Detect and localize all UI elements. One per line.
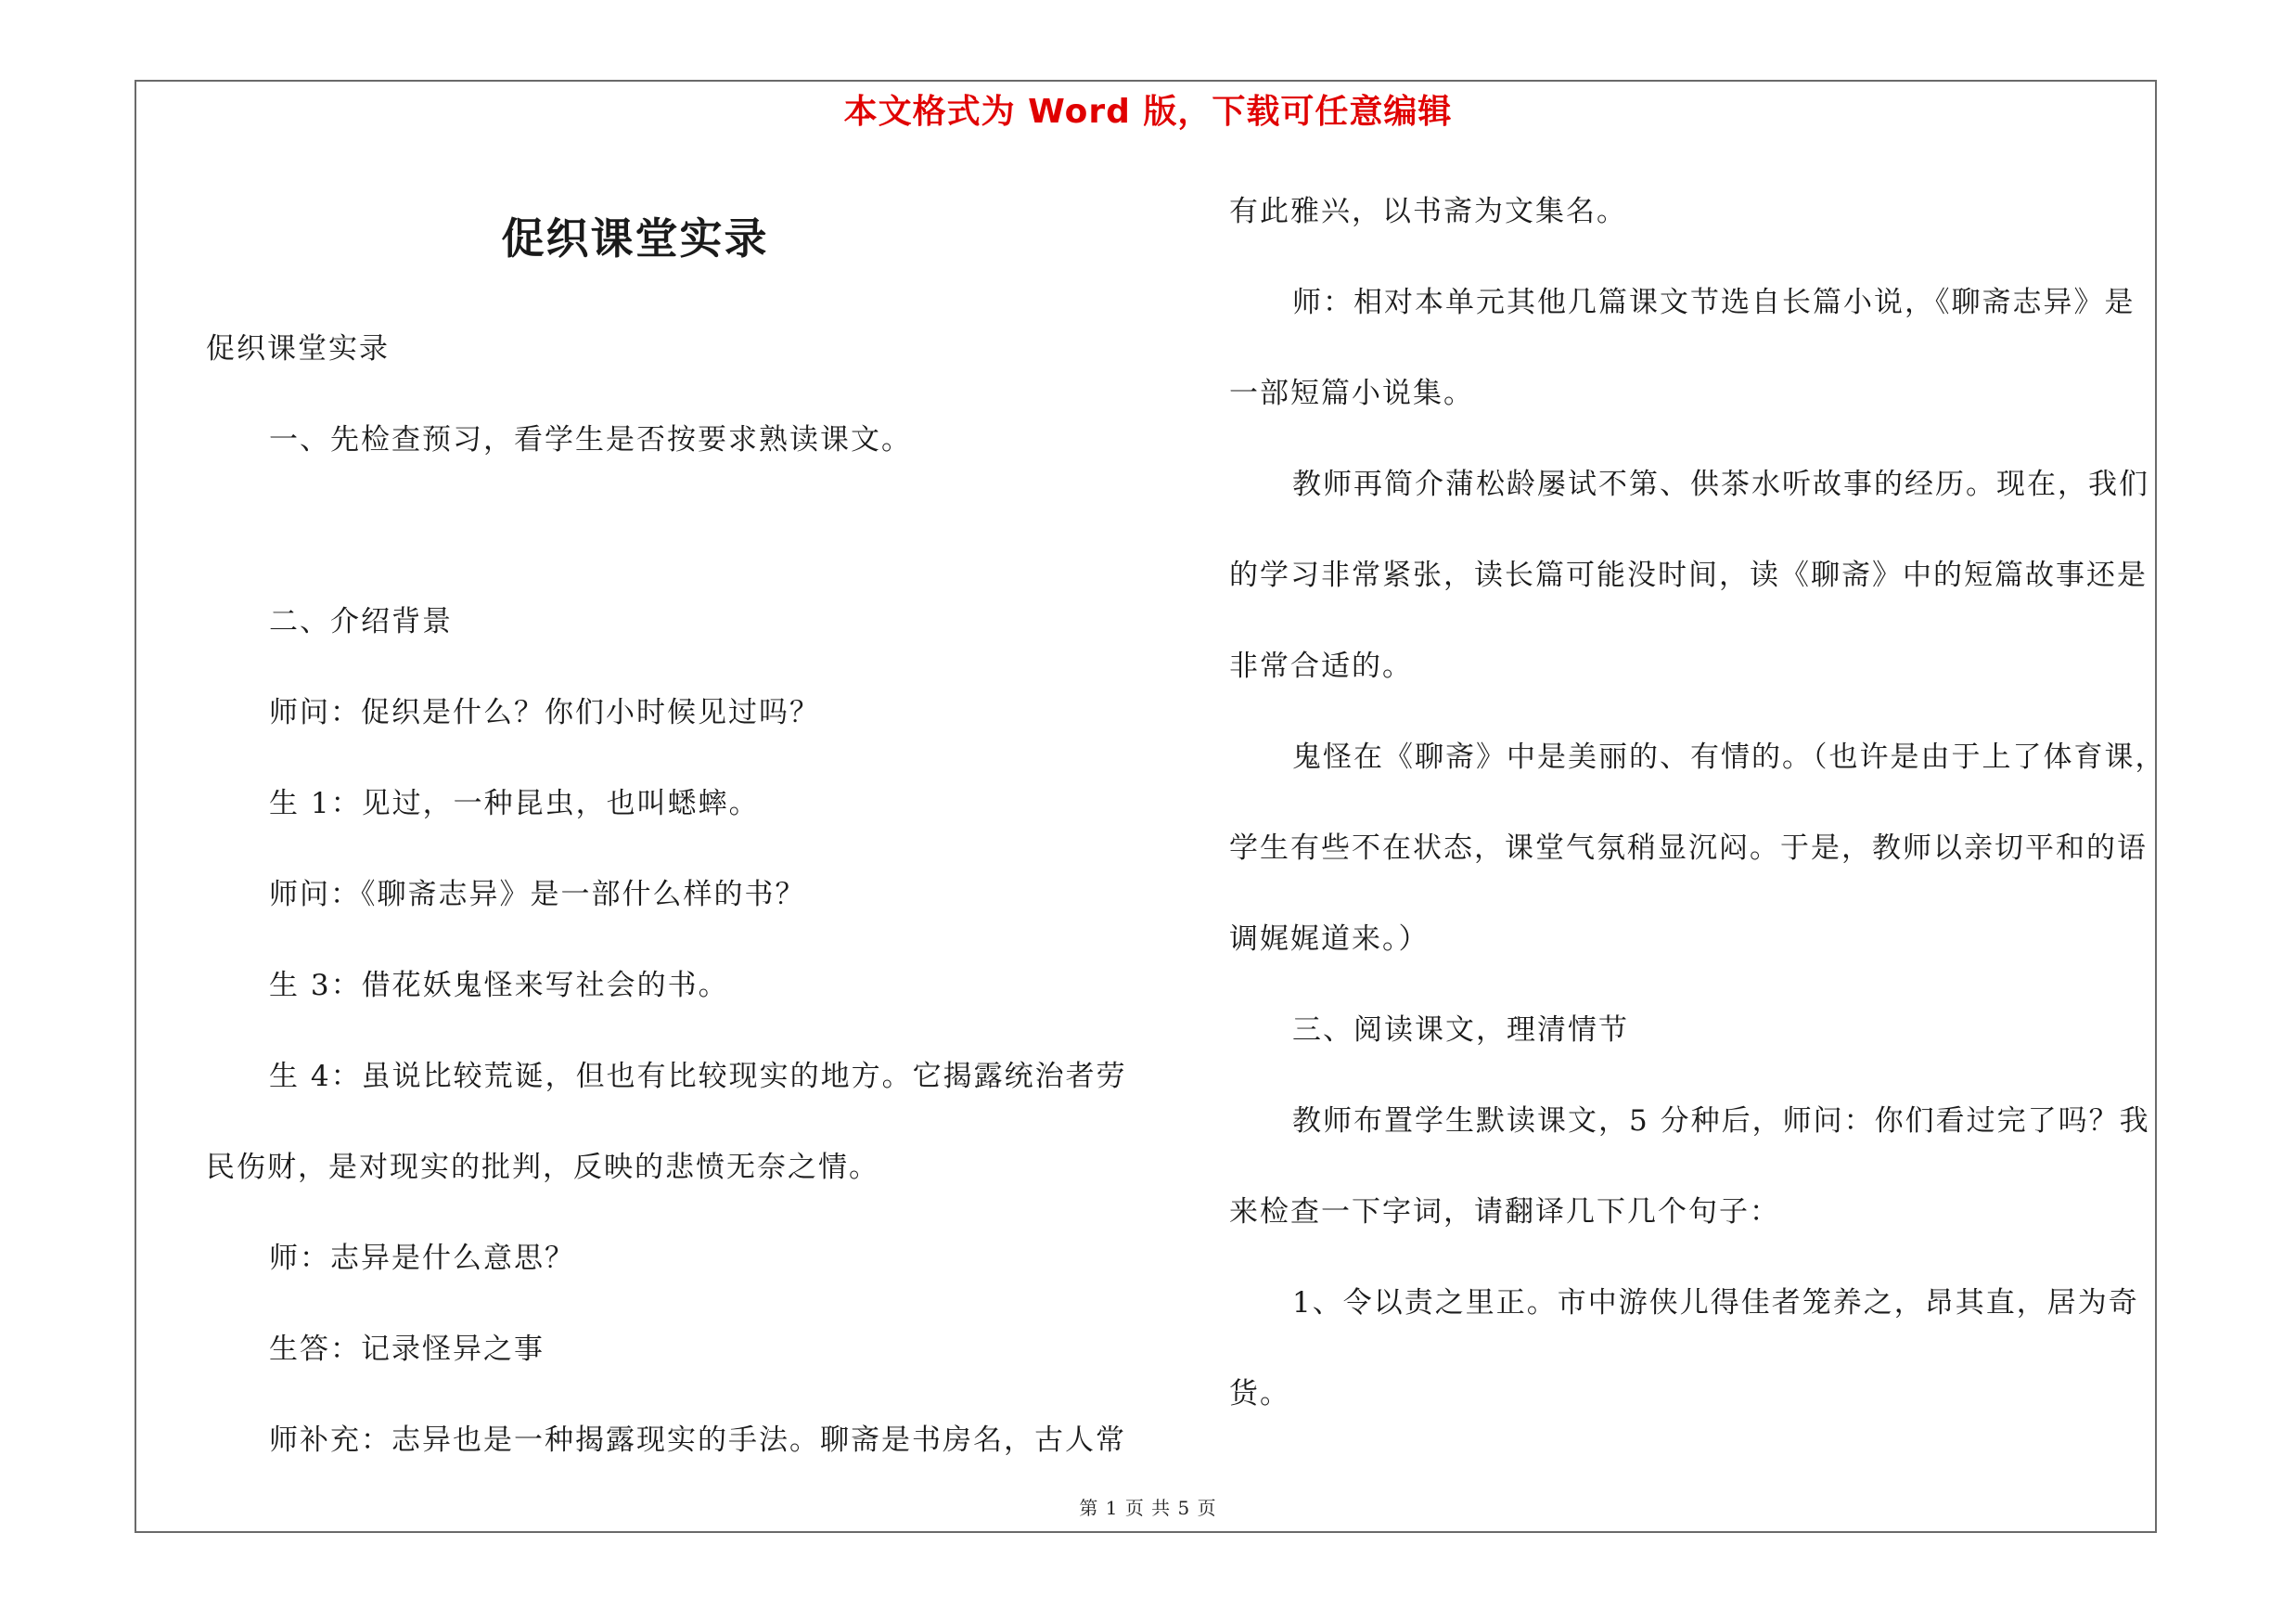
paragraph-line: 的学习非常紧张，读长篇可能没时间，读《聊斋》中的短篇故事还是 <box>1229 559 2148 592</box>
paragraph-line: 调娓娓道来。） <box>1229 922 1430 956</box>
paragraph-line: 教师布置学生默读课文，5 分种后，师问：你们看过完了吗？我 <box>1292 1104 2150 1138</box>
word-format-banner: 本文格式为 Word 版，下载可任意编辑 <box>843 93 1453 131</box>
paragraph-line: 生 1：见过，一种昆虫，也叫蟋蟀。 <box>269 787 760 820</box>
paragraph-line: 师：志异是什么意思？ <box>269 1242 575 1275</box>
paragraph-line: 货。 <box>1229 1377 1290 1410</box>
paragraph-line: 促织课堂实录 <box>206 332 390 366</box>
paragraph-line: 生答：记录怪异之事 <box>269 1333 545 1366</box>
paragraph-line: 学生有些不在状态，课堂气氛稍显沉闷。于是，教师以亲切平和的语 <box>1229 831 2148 865</box>
paragraph-line: 一、先检查预习，看学生是否按要求熟读课文。 <box>269 423 912 457</box>
paragraph-line: 三、阅读课文，理清情节 <box>1292 1013 1629 1047</box>
paragraph-line: 有此雅兴，以书斋为文集名。 <box>1229 195 1627 228</box>
paragraph-line: 民伤财，是对现实的批判，反映的悲愤无奈之情。 <box>206 1151 879 1184</box>
paragraph-line: 一部短篇小说集。 <box>1229 377 1474 410</box>
document-title: 促织课堂实录 <box>501 213 769 264</box>
paragraph-line: 1、令以责之里正。市中游侠儿得佳者笼养之，昂其直，居为奇 <box>1292 1286 2139 1320</box>
page-number-footer: 第 1 页 共 5 页 <box>1079 1497 1217 1519</box>
paragraph-line: 非常合适的。 <box>1229 650 1413 683</box>
paragraph-line: 来检查一下字词，请翻译几下几个句子： <box>1229 1195 1780 1229</box>
paragraph-line: 师问：《聊斋志异》是一部什么样的书？ <box>269 878 806 911</box>
paragraph-line: 师补充：志异也是一种揭露现实的手法。聊斋是书房名，古人常 <box>269 1423 1126 1457</box>
paragraph-line: 鬼怪在《聊斋》中是美丽的、有情的。（也许是由于上了体育课， <box>1292 741 2166 774</box>
paragraph-line: 师问：促织是什么？你们小时候见过吗？ <box>269 696 820 729</box>
paragraph-line: 二、介绍背景 <box>269 605 453 638</box>
paragraph-line: 师：相对本单元其他几篇课文节选自长篇小说，《聊斋志异》是 <box>1292 286 2136 319</box>
paragraph-line: 生 4：虽说比较荒诞，但也有比较现实的地方。它揭露统治者劳 <box>269 1060 1127 1093</box>
paragraph-line: 生 3：借花妖鬼怪来写社会的书。 <box>269 969 729 1002</box>
paragraph-line: 教师再简介蒲松龄屡试不第、供茶水听故事的经历。现在，我们 <box>1292 468 2149 501</box>
